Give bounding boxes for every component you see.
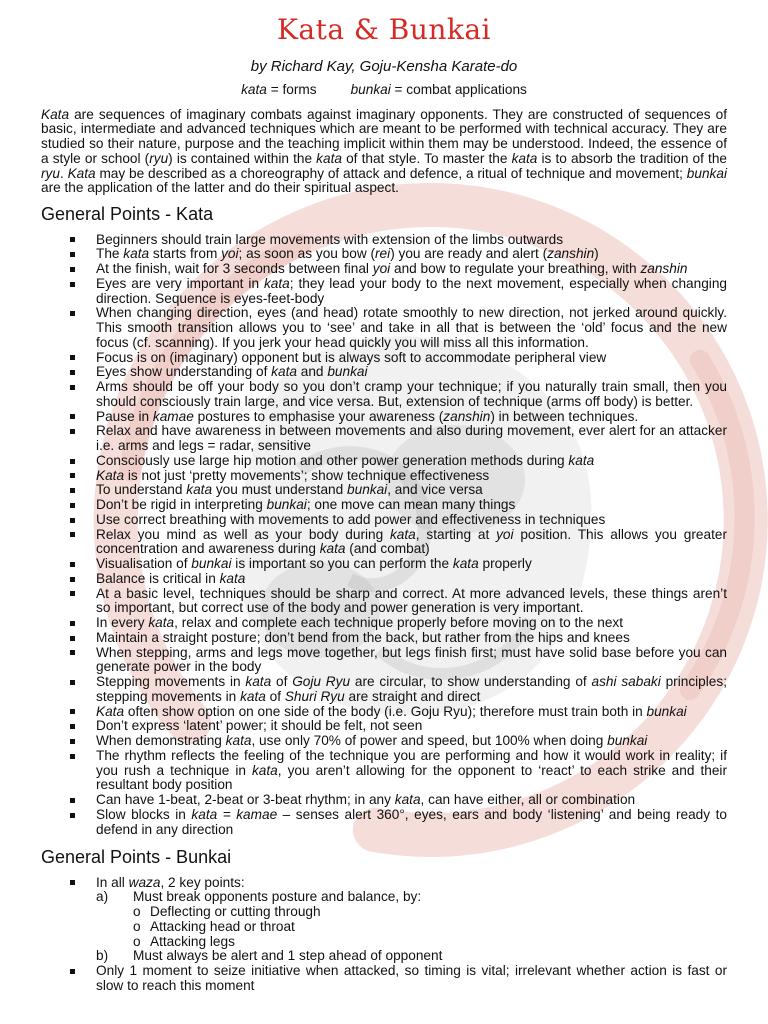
text-run: ) you are ready and alert (: [390, 246, 548, 262]
list-item: [0, 572, 727, 587]
point-text: [96, 876, 727, 891]
text-run: properly: [478, 556, 532, 572]
text-run: Can have 1-beat, 2-beat or 3-beat rhythm; in any: [96, 792, 395, 808]
text-run: Attacking head or throat: [150, 918, 295, 934]
italic-term: bunkai: [646, 703, 687, 719]
text-run: ; as soon as you bow (: [238, 246, 376, 262]
square-bullet-icon: [70, 709, 75, 714]
text-run: , relax and complete each technique properly before moving on to the next: [174, 615, 624, 631]
text-run: When demonstrating: [96, 733, 226, 749]
italic-term: zanshin: [443, 408, 491, 424]
text-run: Use correct breathing with movements to add power and effectiveness in techniques: [96, 511, 606, 527]
italic-term: kata: [319, 541, 346, 557]
list-item: [0, 233, 727, 248]
italic-term: yoi: [372, 261, 391, 277]
byline: by Richard Kay, Goju-Kensha Karate-do: [250, 58, 518, 75]
text-run: often show option on one side of the body (i.e. Goju Ryu); therefore must train both in: [124, 703, 647, 719]
square-bullet-icon: [70, 503, 75, 508]
square-bullet-icon: [70, 621, 75, 626]
list-item: [0, 262, 727, 277]
italic-term: yoi: [496, 526, 514, 542]
list-item: [0, 351, 727, 366]
definitions: [0, 82, 768, 98]
text-run: At the finish, wait for 3 seconds between final: [96, 261, 373, 277]
square-bullet-icon: [70, 311, 75, 316]
point-text: [96, 572, 727, 587]
italic-term: kata: [271, 364, 297, 380]
text-run: Focus is on (imaginary) opponent but is always soft to accommodate peripheral view: [96, 349, 607, 365]
text-run: and: [296, 364, 328, 380]
text-run: When changing direction, eyes (and head) rotate smoothly to new direction, not jerked around quickly. This smooth transition allows you to ‘see’ and take in all that is between the ‘old’ focus and the new focus (cf. scanning). If you jerk your head quickly you will miss all this information.: [96, 305, 727, 350]
italic-term: kata: [148, 615, 175, 631]
text-run: To understand: [96, 482, 187, 498]
square-bullet-icon: [70, 577, 75, 582]
text-run: Balance is critical in: [96, 570, 220, 586]
point-text: [150, 935, 727, 950]
text-run: ): [594, 246, 599, 262]
point-text: [96, 498, 727, 513]
square-bullet-icon: [70, 754, 75, 759]
list-item: [0, 365, 727, 380]
text-run: Arms should be off your body so you don’t cramp your technique; if you naturally train small, then you should consciously train large, and vice versa. But, extension of technique (arms off body) is better.: [96, 379, 727, 409]
square-bullet-icon: [70, 237, 75, 242]
list-marker: a): [96, 889, 109, 905]
text-run: you must understand: [212, 482, 348, 498]
list-item: [0, 964, 727, 994]
italic-term: Kata: [96, 467, 125, 483]
text-run: Relax you mind as well as your body during: [96, 526, 390, 542]
sub-list-item: [96, 949, 727, 964]
text-run: are sequences of imaginary combats against imaginary opponents. They are constructed of sequences of basic, intermediate and advanced techniques which are meant to be performed with technical accuracy. They are studied so their nature, purpose and the teaching implicit within them may be understood. Indeed, the essence of a style or school (: [41, 106, 727, 166]
text-run: Maintain a straight posture; don’t bend from the back, but rather from the hips and knees: [96, 629, 630, 645]
page-title: Kata & Bunkai: [276, 13, 492, 46]
text-run: Must break opponents posture and balance, by:: [133, 889, 422, 905]
text-run: Don’t express ‘latent’ power; it should be felt, not seen: [96, 718, 423, 734]
text-run: of: [271, 674, 293, 690]
text-run: In every: [96, 615, 149, 631]
square-bullet-icon: [70, 429, 75, 434]
point-text: [96, 469, 727, 484]
text-run: of: [265, 688, 285, 704]
text-run: (and combat): [345, 541, 430, 557]
italic-term: kata: [394, 792, 421, 808]
square-bullet-icon: [70, 267, 75, 272]
square-bullet-icon: [70, 355, 75, 360]
point-text: [96, 631, 727, 646]
point-text: [96, 424, 727, 454]
point-text: [96, 793, 727, 808]
italic-term: kata: [568, 452, 595, 468]
definition-meaning: = forms: [266, 82, 317, 97]
square-bullet-icon: [70, 969, 75, 974]
list-item: [0, 498, 727, 513]
point-text: [150, 905, 727, 920]
list-item: [0, 306, 727, 350]
italic-term: kata: [123, 246, 150, 262]
list-item: [0, 277, 727, 307]
text-run: principles; stepping movements in: [96, 674, 727, 704]
list-item: [0, 646, 727, 676]
italic-term: Shuri Ryu: [284, 688, 345, 704]
text-run: ; one move can mean many things: [306, 497, 516, 513]
square-bullet-icon: [70, 739, 75, 744]
italic-term: kata: [219, 570, 246, 586]
italic-term: ryu: [149, 150, 169, 166]
square-bullet-icon: [70, 724, 75, 729]
text-run: Only 1 moment to seize initiative when attacked, so timing is vital; irrelevant whether action is fast or slow to reach this moment: [96, 963, 727, 993]
list-item: [0, 749, 727, 793]
text-run: ) in between techniques.: [490, 408, 639, 424]
text-run: Beginners should train large movements with extension of the limbs outwards: [96, 231, 564, 247]
square-bullet-icon: [70, 459, 75, 464]
point-text: [96, 616, 727, 631]
sub-list: [96, 890, 727, 964]
square-bullet-icon: [70, 282, 75, 287]
square-bullet-icon: [70, 385, 75, 390]
list-marker: o: [133, 918, 141, 934]
text-run: Must always be alert and 1 step ahead of opponent: [133, 948, 443, 964]
text-run: The: [96, 246, 124, 262]
italic-term: waza: [128, 874, 161, 890]
italic-term: zanshin: [547, 246, 595, 262]
square-bullet-icon: [70, 473, 75, 478]
point-text: [96, 483, 727, 498]
text-run: are the application of the latter and do their spiritual aspect.: [41, 180, 399, 196]
italic-term: kata: [245, 674, 272, 690]
text-run: are straight and direct: [344, 688, 481, 704]
point-text: [133, 949, 727, 964]
text-run: Relax and have awareness in between movements and also during movement, ever alert for an attacker i.e. arms and legs = radar, sensitive: [96, 423, 727, 454]
square-bullet-icon: [70, 636, 75, 641]
italic-term: bunkai: [327, 364, 368, 380]
italic-term: kata = kamae: [191, 806, 278, 822]
list-item: [0, 719, 727, 734]
list-item: [0, 410, 727, 425]
italic-term: Kata: [67, 165, 96, 181]
sub-list-item: [96, 890, 727, 949]
text-run: , and vice versa: [387, 482, 483, 498]
text-run: Attacking legs: [150, 933, 235, 949]
kata-section-heading: General Points - Kata: [41, 204, 214, 224]
square-bullet-icon: [70, 680, 75, 685]
bunkai-section-heading: General Points - Bunkai: [41, 847, 232, 867]
text-run: Deflecting or cutting through: [150, 904, 321, 920]
point-text: [96, 351, 727, 366]
point-text: [96, 705, 727, 720]
list-item: [0, 734, 727, 749]
list-item: [0, 705, 727, 720]
point-text: [96, 247, 727, 262]
italic-term: ryu: [41, 165, 60, 181]
italic-term: ashi sabaki: [591, 674, 661, 690]
point-text: [96, 675, 727, 705]
square-bullet-icon: [70, 518, 75, 523]
list-item: [0, 424, 727, 454]
italic-term: bunkai: [686, 165, 727, 181]
text-run: Don’t be rigid in interpreting: [96, 497, 267, 513]
italic-term: kata: [389, 526, 416, 542]
italic-term: kamae: [152, 408, 194, 424]
square-bullet-icon: [70, 562, 75, 567]
text-run: may be described as a choreography of attack and defence, a ritual of technique and movement;: [95, 165, 687, 181]
italic-term: rei: [375, 246, 391, 262]
text-run: position. This allows you greater concentration and awareness during: [96, 526, 727, 557]
text-run: , can have either, all or combination: [420, 792, 636, 808]
text-run: – senses alert 360°, eyes, ears and body ‘listening’ and being ready to defend in any direction: [96, 806, 727, 837]
list-item: [0, 528, 727, 558]
square-bullet-icon: [70, 798, 75, 803]
list-item: [0, 793, 727, 808]
sub-list-item: [133, 920, 727, 935]
point-text: [96, 454, 727, 469]
point-text: [96, 719, 727, 734]
kata-points-list: [0, 233, 727, 838]
point-text: [96, 410, 727, 425]
list-item: [0, 587, 727, 617]
square-bullet-icon: [70, 252, 75, 257]
list-item: [0, 483, 727, 498]
text-run: ) is contained within the: [168, 150, 317, 166]
list-item: [0, 454, 727, 469]
point-text: [133, 890, 727, 905]
point-text: [96, 557, 727, 572]
list-item: [0, 675, 727, 705]
list-marker: o: [133, 904, 141, 920]
square-bullet-icon: [70, 880, 75, 885]
square-bullet-icon: [70, 650, 75, 655]
text-run: is to absorb the tradition of the: [537, 150, 727, 166]
list-marker: o: [133, 933, 141, 949]
italic-term: kata: [452, 556, 479, 572]
point-text: [96, 646, 727, 676]
square-bullet-icon: [70, 414, 75, 419]
italic-term: kata: [263, 275, 290, 291]
list-item: [0, 513, 727, 528]
text-run: ; they lead your body to the next movement, especially when changing direction. Sequence is eyes-feet-body: [96, 275, 727, 306]
italic-term: kata: [225, 733, 252, 749]
list-item: [0, 380, 727, 410]
point-text: [96, 808, 727, 838]
point-text: [96, 380, 727, 410]
text-run: The rhythm reflects the feeling of the technique you are performing and how it would work in reality; if you rush a technique in: [96, 747, 727, 778]
text-run: At a basic level, techniques should be sharp and correct. At more advanced levels, these things aren’t so important, but correct use of the body and power generation is very important.: [96, 585, 727, 616]
text-run: Pause in: [96, 408, 153, 424]
point-text: [96, 306, 727, 350]
italic-term: Goju Ryu: [292, 674, 351, 690]
definition-term: kata: [241, 82, 267, 97]
list-item: [0, 616, 727, 631]
list-item: [0, 876, 727, 965]
list-item: [0, 631, 727, 646]
list-item: [0, 557, 727, 572]
text-run: and bow to regulate your breathing, with: [390, 261, 641, 277]
point-text: [96, 365, 727, 380]
sub-list-item: [133, 905, 727, 920]
text-run: Slow blocks in: [96, 806, 192, 822]
italic-term: zanshin: [640, 261, 688, 277]
definition-meaning: = combat applications: [390, 82, 527, 97]
point-text: [96, 964, 727, 994]
intro-paragraph: [41, 108, 727, 197]
text-run: Eyes are very important in: [96, 275, 264, 291]
italic-term: kata: [186, 482, 213, 498]
definition-term: bunkai: [350, 82, 391, 97]
italic-term: kata: [511, 150, 538, 166]
list-item: [0, 247, 727, 262]
text-run: postures to emphasise your awareness (: [193, 408, 444, 424]
definition-kata: [241, 82, 316, 97]
text-run: In all: [96, 874, 129, 890]
italic-term: bunkai: [191, 556, 232, 572]
text-run: When stepping, arms and legs move together, but legs finish first; must have solid base before you can generate power in the body: [96, 644, 727, 675]
sub-list-item: [133, 935, 727, 950]
text-run: , you aren’t allowing for the opponent to ‘react’ to each strike and their resultant body position: [96, 762, 727, 793]
square-bullet-icon: [70, 813, 75, 818]
square-bullet-icon: [70, 532, 75, 537]
text-run: Visualisation of: [96, 556, 192, 572]
point-text: [96, 262, 727, 277]
point-text: [150, 920, 727, 935]
text-run: , use only 70% of power and speed, but 100% when doing: [251, 733, 608, 749]
square-bullet-icon: [70, 488, 75, 493]
italic-term: yoi: [221, 246, 239, 262]
square-bullet-icon: [70, 591, 75, 596]
italic-term: Kata: [41, 106, 70, 122]
list-marker: b): [96, 948, 109, 964]
text-run: is important so you can perform the: [231, 556, 453, 572]
list-item: [0, 808, 727, 838]
point-text: [96, 277, 727, 307]
point-text: [96, 734, 727, 749]
list-item: [0, 469, 727, 484]
text-run: .: [59, 165, 68, 181]
point-text: [96, 233, 727, 248]
text-run: starts from: [149, 246, 222, 262]
definition-bunkai: [351, 82, 527, 97]
italic-term: kata: [316, 150, 342, 166]
text-run: of that style. To master the: [341, 150, 512, 166]
sub-list: [133, 905, 727, 949]
point-text: [96, 749, 727, 793]
point-text: [96, 513, 727, 528]
point-text: [96, 528, 727, 558]
italic-term: bunkai: [347, 482, 388, 498]
italic-term: bunkai: [607, 733, 648, 749]
text-run: is not just ‘pretty movements’; show technique effectiveness: [124, 467, 490, 483]
italic-term: bunkai: [266, 497, 307, 513]
text-run: , 2 key points:: [160, 874, 245, 890]
text-run: Eyes show understanding of: [96, 364, 272, 380]
square-bullet-icon: [70, 370, 75, 375]
italic-term: kata: [240, 688, 266, 704]
text-run: Consciously use large hip motion and other power generation methods during: [96, 452, 569, 468]
text-run: , starting at: [415, 526, 497, 542]
italic-term: Kata: [96, 703, 125, 719]
italic-term: kata: [251, 762, 278, 778]
bunkai-points-list: [0, 876, 727, 994]
text-run: are circular, to show understanding of: [350, 674, 592, 690]
point-text: [96, 587, 727, 617]
text-run: Stepping movements in: [96, 674, 246, 690]
